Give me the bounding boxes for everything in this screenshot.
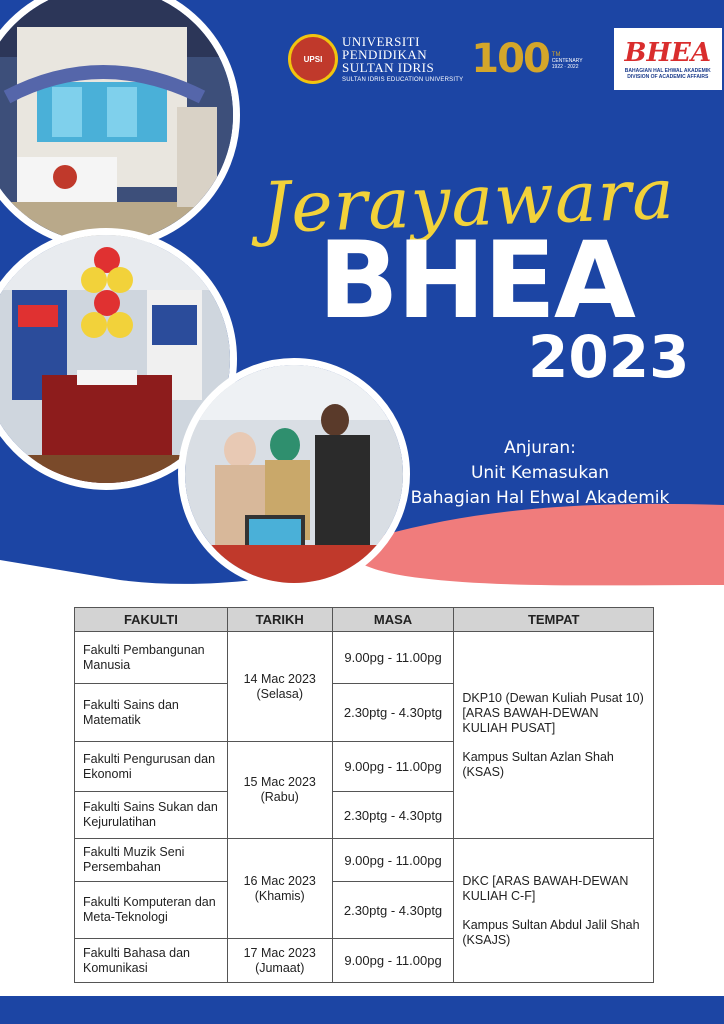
venue-campus: Kampus Sultan Azlan Shah (KSAS) [462, 749, 614, 779]
time-cell: 9.00pg - 11.00pg [332, 839, 454, 882]
day-text: (Jumaat) [255, 960, 305, 975]
faculty-cell: Fakulti Pembangunan Manusia [75, 632, 228, 684]
organizer-unit: Unit Kemasukan [470, 463, 610, 483]
title-year: 2023 [528, 323, 690, 391]
faculty-cell: Fakulti Muzik Seni Persembahan [75, 839, 228, 882]
faculty-cell: Fakulti Komputeran dan Meta-Teknologi [75, 882, 228, 939]
faculty-cell: Fakulti Sains Sukan dan Kejurulatihan [75, 792, 228, 839]
title-main: BHEA [318, 219, 634, 342]
date-cell [227, 632, 332, 742]
date-cell [227, 839, 332, 939]
organizer-label: Anjuran: [504, 438, 576, 458]
time-cell: 9.00pg - 11.00pg [332, 939, 454, 983]
upsi-name-line3: SULTAN IDRIS [342, 60, 435, 75]
centenary-caption: CENTENARY 1922 · 2022 [551, 57, 583, 70]
title-script: Jerayawara [260, 152, 677, 250]
venue-hall: DKP10 (Dewan Kuliah Pusat 10) [ARAS BAWAH-DEWAN KULIAH PUSAT] [462, 690, 644, 735]
centenary-tm: TM [551, 51, 561, 58]
organizer-division: Bahagian Hal Ehwal Akademik [410, 488, 670, 508]
table-row [75, 839, 654, 882]
time-cell: 2.30ptg - 4.30ptg [332, 882, 454, 939]
upsi-name-line2: PENDIDIKAN [342, 47, 428, 62]
day-text: (Selasa) [256, 686, 303, 701]
centenary-logo [471, 36, 594, 82]
header-fakulti: FAKULTI [75, 608, 228, 632]
header-tempat: TEMPAT [454, 608, 654, 632]
header-tarikh: TARIKH [227, 608, 332, 632]
upsi-name-line1: UNIVERSITI [342, 34, 420, 49]
footer-bar [0, 996, 724, 1024]
time-cell: 9.00pg - 11.00pg [332, 632, 454, 684]
upsi-logo [288, 34, 463, 84]
time-cell: 2.30ptg - 4.30ptg [332, 684, 454, 742]
faculty-cell: Fakulti Pengurusan dan Ekonomi [75, 742, 228, 792]
date-cell [227, 742, 332, 839]
header-masa: MASA [332, 608, 454, 632]
venue-cell [454, 839, 654, 983]
venue-cell [454, 632, 654, 839]
faculty-cell: Fakulti Sains dan Matematik [75, 684, 228, 742]
bhea-logo-mark: BHEA [624, 38, 712, 68]
organizer-block [390, 436, 690, 511]
date-text: 16 Mac 2023 [243, 873, 316, 888]
day-text: (Khamis) [254, 888, 305, 903]
logo-strip [288, 28, 722, 90]
day-text: (Rabu) [260, 790, 299, 804]
date-text: 14 Mac 2023 [243, 671, 316, 686]
schedule-table [74, 607, 654, 983]
venue-campus: Kampus Sultan Abdul Jalil Shah (KSAJS) [462, 917, 640, 947]
upsi-crest-icon: UPSI [288, 34, 338, 84]
date-cell [227, 939, 332, 983]
bhea-logo [614, 28, 722, 90]
table-row [75, 632, 654, 684]
faculty-cell: Fakulti Bahasa dan Komunikasi [75, 939, 228, 983]
consultation-photo [178, 358, 410, 590]
venue-hall: DKC [ARAS BAWAH-DEWAN KULIAH C-F] [462, 873, 629, 903]
bhea-logo-line1: BAHAGIAN HAL EHWAL AKADEMIK [624, 68, 711, 74]
table-header-row [75, 608, 654, 632]
exhibition-booth-photo [0, 0, 240, 250]
bhea-logo-line2: DIVISION OF ACADEMIC AFFAIRS [627, 74, 709, 80]
time-cell: 2.30ptg - 4.30ptg [332, 792, 454, 839]
date-text: 15 Mac 2023 [243, 775, 316, 789]
time-cell: 9.00pg - 11.00pg [332, 742, 454, 792]
upsi-subtitle: SULTAN IDRIS EDUCATION UNIVERSITY [342, 77, 464, 83]
centenary-number: 100 [471, 36, 549, 82]
date-text: 17 Mac 2023 [243, 945, 316, 960]
